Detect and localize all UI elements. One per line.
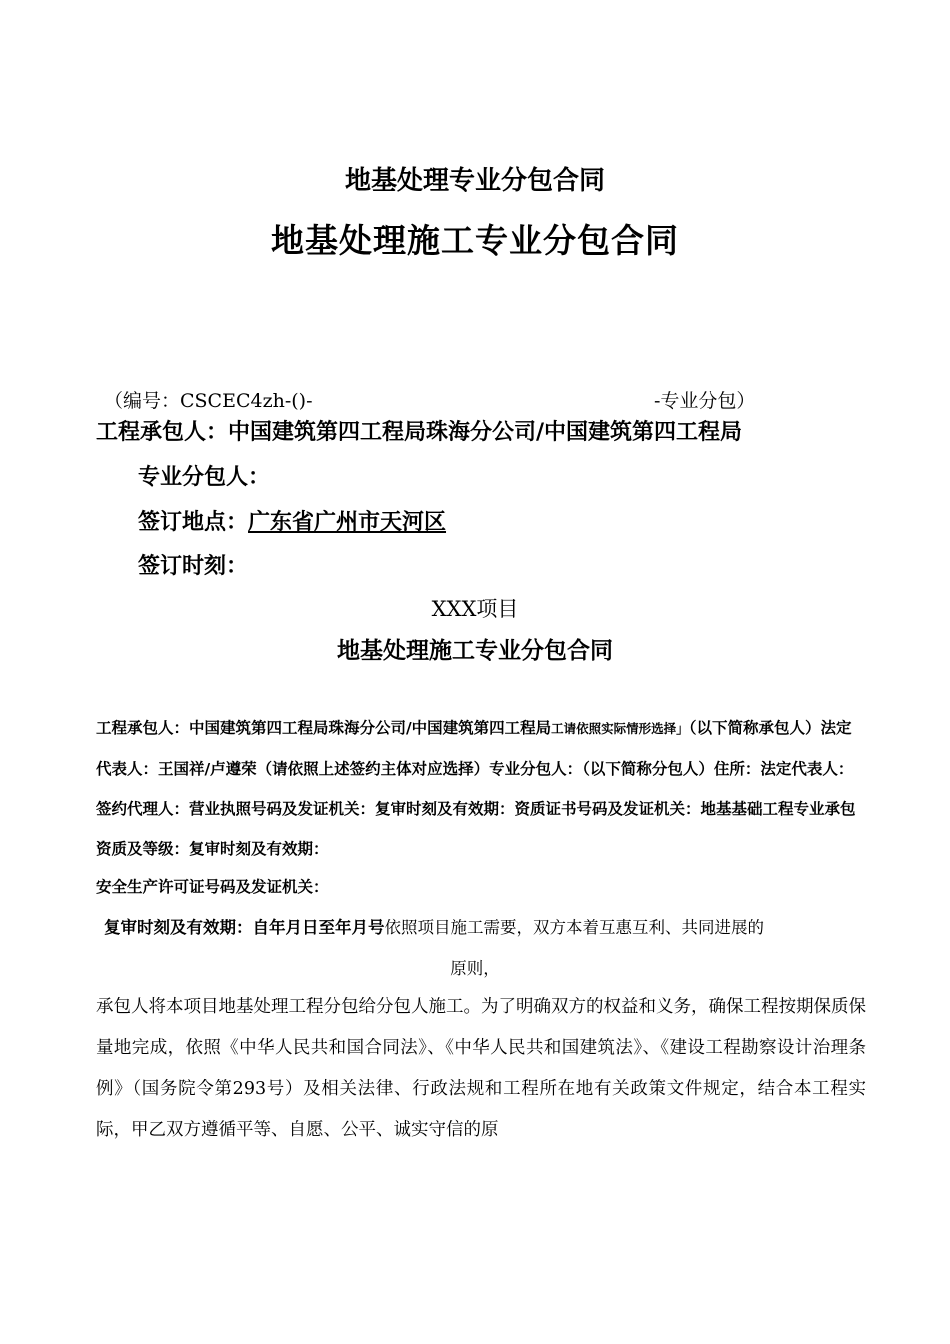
contract-subtitle: 地基处理施工专业分包合同 [337,638,613,664]
document-title-small: 地基处理专业分包合同 [344,166,605,196]
body-paragraph: 承包人将本项目地基处理工程分包给分包人施工。为了明确双方的权益和义务，确保工程按期保质保量地完成，依照《中华人民共和国合同法》、《中华人民共和国建筑法》、《建设工程勘察设计治理条例》（国务院令第293号）及相关法律、行政法规和工程所在地有关政策文件规定，结合本工程实际，甲乙双方遵循平等、自愿、公平、诚实守信的原 [96,997,866,1140]
review-bold: 复审时刻及有效期：自年月日至年月号 [104,918,385,937]
sign-place-line [138,505,446,536]
project-name: XXX项目 [431,597,519,621]
sign-time-label: 签订时刻： [138,554,249,579]
contractor-value: 中国建筑第四工程局珠海分公司/中国建筑第四工程局 [228,420,743,445]
contract-code-left: （编号：CSCEC4zh-()- [104,390,313,412]
subcontractor-line [138,460,270,491]
sign-time-line [138,549,248,580]
intro-paragraph [96,708,862,869]
review-continuation: 原则， [450,959,500,978]
contractor-label: 工程承包人： [96,420,229,445]
contract-code-right: -专业分包） [654,390,756,412]
intro-part2: （以下简称承包人）法定代表人：王国祥/卢遵荣（请依照上述签约主体对应选择）专业分包人：（以下简称分包人）住所：法定代表人：签约代理人：营业执照号码及发证机关：复审时刻及有效期：资质证书号码及发证机关：地基基础工程专业承包资质及等级：复审时刻及有效期： [96,719,856,858]
review-line [104,914,764,938]
safety-license-line: 安全生产许可证号码及发证机关： [96,878,329,896]
review-normal: 依照项目施工需要，双方本着互惠互利、共同进展的 [384,918,764,937]
sign-place-value: 广东省广州市天河区 [248,510,447,535]
contractor-line [96,415,742,446]
sign-place-label: 签订地点： [138,510,249,535]
intro-part1: 工程承包人：中国建筑第四工程局珠海分公司/中国建筑第四工程局 [96,719,552,737]
document-title-large: 地基处理施工专业分包合同 [271,221,679,260]
intro-note: 工请依照实际情形选择」 [551,721,689,736]
subcontractor-label: 专业分包人： [138,465,271,490]
